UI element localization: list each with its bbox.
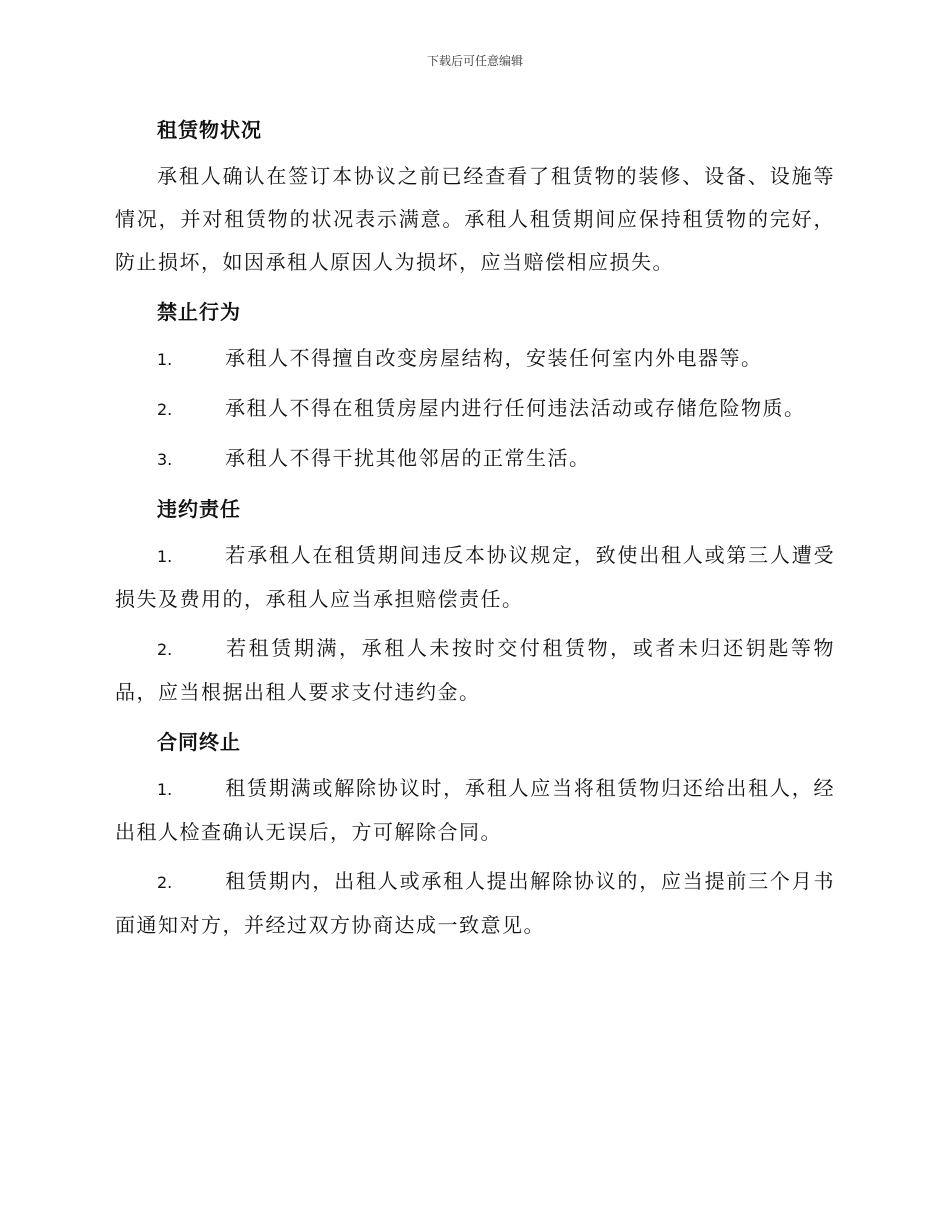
list-item-text: 承租人不得干扰其他邻居的正常生活。 (225, 446, 591, 470)
list-item-text: 租赁期满或解除协议时，承租人应当将租赁物归还给出租人，经出租人检查确认无误后，方可解除合同。 (115, 776, 835, 844)
list-item-number: 1. (157, 547, 173, 566)
list-item (115, 337, 835, 381)
list-item (115, 437, 835, 481)
list-item (115, 627, 835, 714)
list-item-text: 承租人不得在租赁房屋内进行任何违法活动或存储危险物质。 (225, 396, 806, 420)
page-header: 下载后可任意编辑 (426, 54, 523, 68)
list-item-number: 1. (157, 350, 173, 369)
section-contract-termination (115, 720, 835, 947)
list-item (115, 534, 835, 621)
section-heading: 租赁物状况 (157, 118, 262, 142)
list-item-text: 承租人不得擅自改变房屋结构，安装任何室内外电器等。 (225, 346, 763, 370)
list-item-number: 2. (157, 400, 173, 419)
list-item-number: 2. (157, 873, 173, 892)
list-item (115, 860, 835, 947)
list-item (115, 767, 835, 854)
section-breach-liability (115, 487, 835, 714)
list-item-number: 3. (157, 450, 173, 469)
document-body (115, 108, 835, 953)
list-item-text: 租赁期内，出租人或承租人提出解除协议的，应当提前三个月书面通知对方，并经过双方协商达成一致意见。 (115, 869, 835, 937)
list-item-text: 若租赁期满，承租人未按时交付租赁物，或者未归还钥匙等物品，应当根据出租人要求支付违约金。 (115, 636, 835, 704)
list-item (115, 387, 835, 431)
section-heading: 违约责任 (157, 497, 241, 521)
section-heading: 禁止行为 (157, 300, 241, 324)
section-heading: 合同终止 (157, 730, 241, 754)
section-prohibited-acts (115, 290, 835, 481)
list-item-number: 2. (157, 640, 173, 659)
section-paragraph: 承租人确认在签订本协议之前已经查看了租赁物的装修、设备、设施等情况，并对租赁物的状况表示满意。承租人租赁期间应保持租赁物的完好，防止损坏，如因承租人原因人为损坏，应当赔偿相应损失。 (115, 164, 835, 274)
list-item-number: 1. (157, 780, 173, 799)
list-item-text: 若承租人在租赁期间违反本协议规定，致使出租人或第三人遭受损失及费用的，承租人应当承担赔偿责任。 (115, 543, 835, 611)
section-lease-condition (115, 108, 835, 284)
